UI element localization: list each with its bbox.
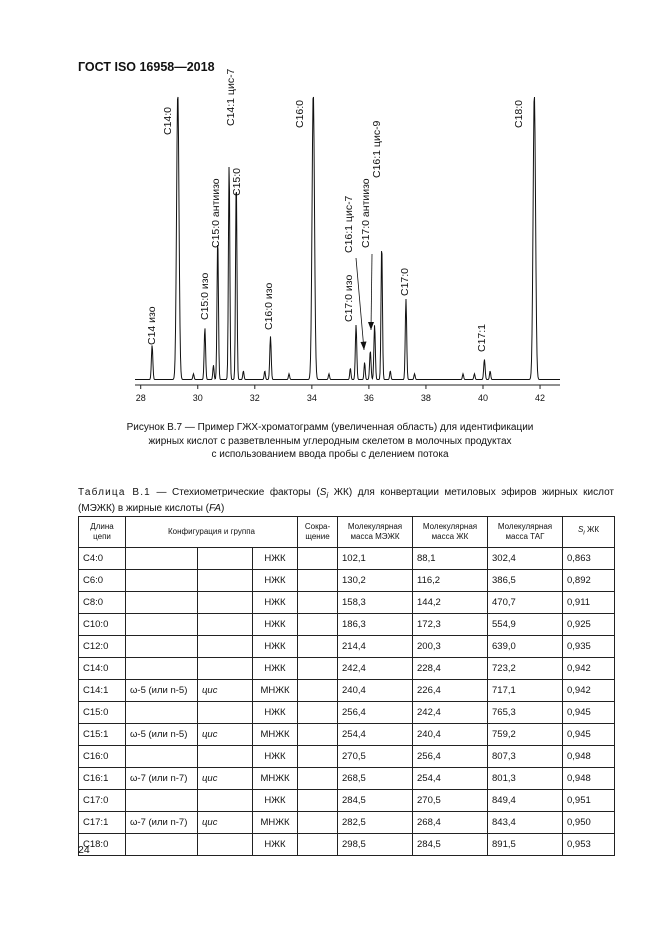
- cell-cis: [198, 614, 253, 636]
- cell-chain: C4:0: [79, 548, 126, 570]
- pointer-line: [356, 258, 364, 350]
- table-caption-end: ): [221, 503, 225, 514]
- cell-cis: [198, 834, 253, 856]
- cell-cis: цис: [198, 724, 253, 746]
- cell-fame: 284,5: [338, 790, 413, 812]
- cell-tag: 723,2: [488, 658, 563, 680]
- table-row: [79, 812, 615, 834]
- table-row: [79, 614, 615, 636]
- stoichiometric-table: [78, 516, 615, 856]
- cell-fa: 254,4: [413, 768, 488, 790]
- x-tick-label: 42: [535, 393, 546, 403]
- pointer-line: [371, 254, 372, 330]
- cell-omega: [126, 746, 198, 768]
- cell-si: 0,863: [563, 548, 615, 570]
- cell-fame: 186,3: [338, 614, 413, 636]
- cell-si: 0,935: [563, 636, 615, 658]
- table-caption-prefix: Таблица В.1: [78, 487, 151, 498]
- cell-omega: [126, 658, 198, 680]
- x-tick-label: 32: [249, 393, 260, 403]
- cell-cis: [198, 636, 253, 658]
- table-caption-fa: FA: [209, 503, 222, 514]
- pointer-arrowhead: [361, 342, 367, 351]
- table-row: [79, 636, 615, 658]
- cell-group: НЖК: [253, 570, 298, 592]
- table-row: [79, 834, 615, 856]
- table-header-row: [79, 517, 615, 548]
- cell-omega: [126, 548, 198, 570]
- pointer-arrowhead: [368, 322, 374, 330]
- cell-si: 0,942: [563, 680, 615, 702]
- peak-label: C18:0: [513, 99, 525, 128]
- cell-tag: 849,4: [488, 790, 563, 812]
- cell-fa: 200,3: [413, 636, 488, 658]
- cell-chain: C17:1: [79, 812, 126, 834]
- cell-si: 0,892: [563, 570, 615, 592]
- cell-chain: C15:1: [79, 724, 126, 746]
- cell-chain: C16:0: [79, 746, 126, 768]
- cell-chain: C18:0: [79, 834, 126, 856]
- cell-cis: цис: [198, 812, 253, 834]
- header-mass-fame: Молекулярная масса МЭЖК: [338, 517, 413, 548]
- x-tick-label: 40: [477, 393, 488, 403]
- peak-label: C17:1: [476, 323, 488, 352]
- cell-omega: [126, 702, 198, 724]
- header-mass-tag: Молекулярная масса ТАГ: [488, 517, 563, 548]
- cell-tag: 302,4: [488, 548, 563, 570]
- peak-label: C17:0: [399, 267, 411, 296]
- table-caption-s: S: [319, 487, 327, 498]
- header-si: [563, 517, 615, 548]
- x-tick-label: 34: [306, 393, 317, 403]
- header-si-i: i: [583, 529, 585, 537]
- cell-tag: 843,4: [488, 812, 563, 834]
- cell-fa: 256,4: [413, 746, 488, 768]
- table-row: [79, 702, 615, 724]
- header-chain: Длина цепи: [79, 517, 126, 548]
- cell-abbr: [298, 834, 338, 856]
- cell-omega: [126, 570, 198, 592]
- cell-group: МНЖК: [253, 724, 298, 746]
- cell-tag: 807,3: [488, 746, 563, 768]
- cell-fame: 158,3: [338, 592, 413, 614]
- cell-abbr: [298, 680, 338, 702]
- cell-abbr: [298, 724, 338, 746]
- cell-chain: C14:1: [79, 680, 126, 702]
- cell-cis: [198, 790, 253, 812]
- cell-fa: 268,4: [413, 812, 488, 834]
- cell-tag: 759,2: [488, 724, 563, 746]
- table-row: [79, 570, 615, 592]
- cell-abbr: [298, 570, 338, 592]
- cell-cis: цис: [198, 768, 253, 790]
- cell-tag: 891,5: [488, 834, 563, 856]
- cell-fa: 226,4: [413, 680, 488, 702]
- figure-caption-line: Рисунок В.7 — Пример ГЖХ-хроматограмм (увеличенная область) для идентификации: [126, 422, 534, 433]
- document-header: ГОСТ ISO 16958—2018: [78, 60, 215, 74]
- table-caption: [78, 486, 614, 515]
- header-si-s: S: [577, 525, 584, 535]
- cell-group: НЖК: [253, 614, 298, 636]
- cell-abbr: [298, 592, 338, 614]
- cell-si: 0,948: [563, 746, 615, 768]
- table-row: [79, 658, 615, 680]
- cell-chain: C6:0: [79, 570, 126, 592]
- cell-fame: 298,5: [338, 834, 413, 856]
- cell-group: МНЖК: [253, 768, 298, 790]
- header-config: Конфигурация и группа: [126, 517, 298, 548]
- cell-abbr: [298, 702, 338, 724]
- cell-omega: [126, 636, 198, 658]
- table-caption-text-2: ЖК) для конвертации метиловых эфиров жирных кислот (МЭЖК) в жирные кислоты (: [78, 487, 614, 514]
- cell-tag: 386,5: [488, 570, 563, 592]
- table-row: [79, 768, 615, 790]
- figure-caption-line: с использованием ввода пробы с делением потока: [211, 449, 449, 460]
- cell-abbr: [298, 746, 338, 768]
- table-row: [79, 746, 615, 768]
- cell-group: НЖК: [253, 702, 298, 724]
- peak-label: C17:0 антиизо: [360, 178, 372, 248]
- table-caption-i: i: [326, 490, 329, 500]
- cell-tag: 554,9: [488, 614, 563, 636]
- cell-chain: C14:0: [79, 658, 126, 680]
- cell-si: 0,925: [563, 614, 615, 636]
- cell-abbr: [298, 812, 338, 834]
- cell-group: НЖК: [253, 592, 298, 614]
- cell-cis: цис: [198, 680, 253, 702]
- cell-group: НЖК: [253, 790, 298, 812]
- cell-fame: 240,4: [338, 680, 413, 702]
- peak-label: C15:0 антиизо: [210, 178, 222, 248]
- table-row: [79, 592, 615, 614]
- table-row: [79, 680, 615, 702]
- cell-fame: 270,5: [338, 746, 413, 768]
- cell-chain: C16:1: [79, 768, 126, 790]
- cell-tag: 470,7: [488, 592, 563, 614]
- cell-fa: 228,4: [413, 658, 488, 680]
- figure-caption: [80, 421, 580, 462]
- cell-fame: 254,4: [338, 724, 413, 746]
- cell-fa: 270,5: [413, 790, 488, 812]
- header-mass-fa: Молекулярная масса ЖК: [413, 517, 488, 548]
- cell-group: НЖК: [253, 746, 298, 768]
- cell-fame: 256,4: [338, 702, 413, 724]
- cell-group: МНЖК: [253, 812, 298, 834]
- cell-fame: 282,5: [338, 812, 413, 834]
- x-tick-label: 28: [135, 393, 146, 403]
- table-body: [79, 548, 615, 856]
- cell-si: 0,950: [563, 812, 615, 834]
- cell-tag: 801,3: [488, 768, 563, 790]
- peak-label: C16:0 изо: [263, 282, 275, 330]
- cell-si: 0,945: [563, 724, 615, 746]
- cell-fame: 242,4: [338, 658, 413, 680]
- cell-cis: [198, 658, 253, 680]
- cell-fa: 116,2: [413, 570, 488, 592]
- cell-abbr: [298, 548, 338, 570]
- cell-cis: [198, 570, 253, 592]
- cell-cis: [198, 548, 253, 570]
- cell-fa: 144,2: [413, 592, 488, 614]
- peak-label: C17:0 изо: [343, 274, 355, 322]
- peak-label: C14:1 цис-7: [225, 68, 237, 126]
- cell-chain: C10:0: [79, 614, 126, 636]
- table-row: [79, 724, 615, 746]
- cell-chain: C12:0: [79, 636, 126, 658]
- page-number: 24: [78, 844, 90, 856]
- chromatogram-figure: [0, 0, 661, 420]
- cell-group: НЖК: [253, 548, 298, 570]
- cell-fame: 102,1: [338, 548, 413, 570]
- cell-cis: [198, 592, 253, 614]
- cell-si: 0,945: [563, 702, 615, 724]
- cell-tag: 765,3: [488, 702, 563, 724]
- cell-group: МНЖК: [253, 680, 298, 702]
- cell-fa: 242,4: [413, 702, 488, 724]
- cell-abbr: [298, 658, 338, 680]
- cell-omega: ω-7 (или n-7): [126, 812, 198, 834]
- peak-label: C16:1 цис-9: [371, 120, 383, 178]
- cell-fame: 268,5: [338, 768, 413, 790]
- cell-omega: ω-5 (или n-5): [126, 724, 198, 746]
- cell-cis: [198, 702, 253, 724]
- cell-fa: 240,4: [413, 724, 488, 746]
- cell-si: 0,951: [563, 790, 615, 812]
- cell-group: НЖК: [253, 658, 298, 680]
- cell-fame: 130,2: [338, 570, 413, 592]
- table-row: [79, 790, 615, 812]
- cell-si: 0,953: [563, 834, 615, 856]
- cell-abbr: [298, 636, 338, 658]
- cell-cis: [198, 746, 253, 768]
- x-tick-label: 38: [420, 393, 431, 403]
- cell-si: 0,942: [563, 658, 615, 680]
- peak-label: C14:0: [162, 106, 174, 135]
- cell-fa: 88,1: [413, 548, 488, 570]
- cell-chain: C15:0: [79, 702, 126, 724]
- table-caption-text: — Стехиометрические факторы (: [150, 487, 320, 498]
- cell-group: НЖК: [253, 636, 298, 658]
- x-tick-label: 30: [192, 393, 203, 403]
- cell-abbr: [298, 768, 338, 790]
- cell-si: 0,948: [563, 768, 615, 790]
- peak-label: C15:0: [231, 167, 243, 196]
- cell-fa: 284,5: [413, 834, 488, 856]
- table-row: [79, 548, 615, 570]
- cell-omega: [126, 614, 198, 636]
- cell-fame: 214,4: [338, 636, 413, 658]
- header-si-rest: ЖК: [584, 525, 600, 535]
- peak-label: C15:0 изо: [199, 272, 211, 320]
- cell-fa: 172,3: [413, 614, 488, 636]
- cell-chain: C17:0: [79, 790, 126, 812]
- cell-abbr: [298, 790, 338, 812]
- peak-label: C14 изо: [146, 306, 158, 345]
- x-tick-label: 36: [363, 393, 374, 403]
- cell-omega: [126, 790, 198, 812]
- cell-omega: ω-7 (или n-7): [126, 768, 198, 790]
- cell-omega: [126, 834, 198, 856]
- figure-caption-line: жирных кислот с разветвленным углеродным скелетом в молочных продуктах: [148, 435, 512, 447]
- cell-abbr: [298, 614, 338, 636]
- cell-omega: ω-5 (или n-5): [126, 680, 198, 702]
- cell-omega: [126, 592, 198, 614]
- cell-tag: 717,1: [488, 680, 563, 702]
- peak-label: C16:0: [294, 99, 306, 128]
- cell-tag: 639,0: [488, 636, 563, 658]
- cell-si: 0,911: [563, 592, 615, 614]
- chromatogram-plot: [135, 68, 560, 403]
- peak-label: C16:1 цис-7: [343, 195, 355, 253]
- header-abbr: Сокра-щение: [298, 517, 338, 548]
- cell-chain: C8:0: [79, 592, 126, 614]
- cell-group: НЖК: [253, 834, 298, 856]
